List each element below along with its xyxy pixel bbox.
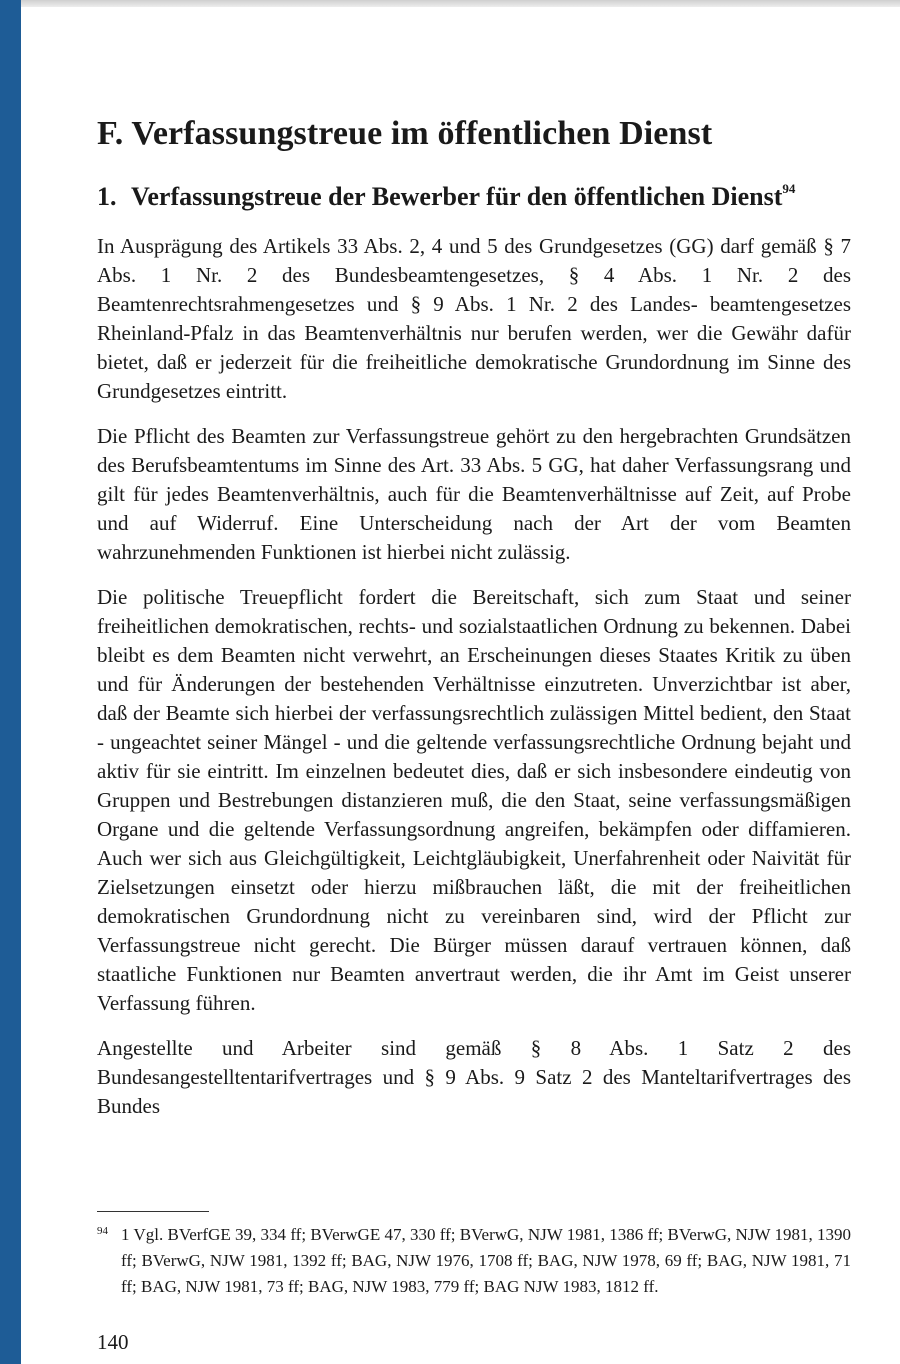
paragraph-4: Angestellte und Arbeiter sind gemäß § 8 Abs. 1 Satz 2 des Bundesangestelltentarifvertrages und § 9 Abs. 9 Satz 2 des Manteltarifvertrages des Bundes [97,1036,851,1118]
footnote-text: 1 Vgl. BVerfGE 39, 334 ff; BVerwGE 47, 330 ff; BVerwG, NJW 1981, 1386 ff; BVerwG, NJW 1981, 1390 ff; BVerwG, NJW 1981, 1392 ff; BAG, NJW 1976, 1708 ff; BAG, NJW 1978, 69 ff; BAG, NJW 1981, 71 ff; BAG, NJW 1981, 73 ff; BAG, NJW 1983, 779 ff; BAG NJW 1983, 1812 ff. [121,1225,851,1296]
page-content [97,100,851,1121]
subsection-number: 1. [97,182,117,211]
subsection-heading [97,182,851,212]
paragraph-1: In Ausprägung des Artikels 33 Abs. 2, 4 und 5 des Grundgesetzes (GG) darf gemäß § 7 Abs. 1 Nr. 2 des Bundesbeamtengesetzes, § 4 Abs. 1 Nr. 2 des Beamtenrechtsrahmengesetzes und § 9 Abs. 1 Nr. 2 des Landes- beamtengesetzes Rheinland-Pfalz in das Beamtenverhältnis nur berufen werden, wer die Gewähr dafür bietet, daß er jederzeit für die freiheitliche demokratische Grundordnung im Sinne des Grundgesetzes eintritt. [97,234,851,403]
subsection-title-wrap [131,182,851,212]
page-top-edge [21,0,900,7]
footnote-marker: 94 [97,1225,108,1237]
footnote-reference[interactable]: 94 [782,181,796,197]
page-number: 140 [97,1330,129,1354]
book-spine-edge [0,0,21,1364]
section-heading: F. Verfassungstreue im öffentlichen Dienst [97,115,713,152]
footnote-divider [97,1211,209,1212]
paragraph-2: Die Pflicht des Beamten zur Verfassungstreue gehört zu den hergebrachten Grundsätzen des Berufsbeamtentums im Sinne des Art. 33 Abs. 5 GG, hat daher Verfassungsrang und gilt für jedes Beamtenverhältnis, auch für die Beamtenverhältnisse auf Zeit, auf Probe und auf Widerruf. Eine Unterscheidung nach der Art der vom Beamten wahrzunehmenden Funktionen ist hierbei nicht zulässig. [97,424,851,564]
footnote [97,1222,851,1300]
subsection-title: Verfassungstreue der Bewerber für den öffentlichen Dienst [131,182,783,211]
paragraph-3: Die politische Treuepflicht fordert die Bereitschaft, sich zum Staat und seiner freiheitlichen demokratischen, rechts- und sozialstaatlichen Ordnung zu bekennen. Dabei bleibt es dem Beamten nicht verwehrt, an Erscheinungen dieses Staates Kritik zu üben und für Änderungen der bestehenden Verhältnisse einzutreten. Unverzichtbar ist aber, daß der Beamte sich hierbei der verfassungsrechtlich zulässigen Mittel bedient, den Staat - ungeachtet seiner Mängel - und die geltende verfassungsrechtliche Ordnung bejaht und aktiv für sie eintritt. Im einzelnen bedeutet dies, daß er sich insbesondere eindeutig von Gruppen und Bestrebungen distanzieren muß, die den Staat, seine verfassungsmäßigen Organe und die geltende Verfassungsordnung angreifen, bekämpfen oder diffamieren. Auch wer sich aus Gleichgültigkeit, Leichtgläubigkeit, Unerfahrenheit oder Naivität für Zielsetzungen einsetzt oder hierzu mißbrauchen läßt, die mit der freiheitlichen demokratischen Grundordnung nicht zu vereinbaren sind, wird der Pflicht zur Verfassungstreue nicht gerecht. Die Bürger müssen darauf vertrauen können, daß staatliche Funktionen nur Beamten anvertraut werden, die ihr Amt im Geist unserer Verfassung führen. [97,585,851,1015]
